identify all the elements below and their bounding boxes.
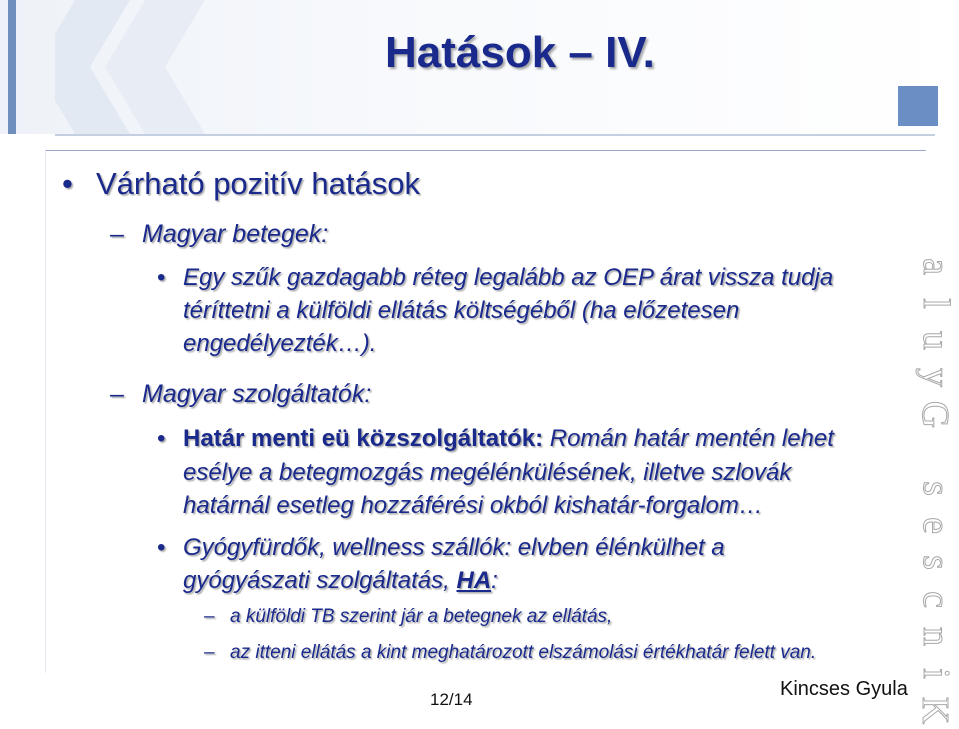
providers-bullet-1-line-1 (183, 425, 834, 453)
border-providers-label: Határ menti eü közszolgáltatók: (183, 425, 544, 452)
patients-dash: – (110, 220, 124, 248)
providers-bullet-1-line-3: határnál esetleg hozzáférési okból kishatár-forgalom… (183, 492, 763, 519)
side-watermark-letter: s (914, 555, 957, 570)
title-divider (55, 134, 935, 136)
sub-item-1-dash: – (204, 606, 215, 627)
sub-item-2-dash: – (204, 642, 215, 663)
border-providers-rest: Román határ mentén lehet (543, 425, 834, 452)
patients-bullet: • (157, 264, 166, 291)
providers-bullet-1: • (157, 425, 166, 452)
providers-dash: – (110, 380, 124, 408)
side-watermark-letter: G (914, 400, 957, 429)
side-watermark (914, 248, 957, 729)
level1-text: Várható pozitív hatások (96, 166, 420, 201)
patients-bullet-line-1: Egy szűk gazdagabb réteg legalább az OEP árat vissza tudja (183, 264, 834, 291)
spa-services-text: gyógyászati szolgáltatás, (183, 567, 457, 594)
side-watermark-letter: u (914, 331, 957, 350)
providers-bullet-2: • (157, 534, 166, 561)
side-watermark-letter (917, 447, 954, 457)
providers-bullet-2-line-2 (183, 567, 498, 595)
side-watermark-letter: n (914, 627, 957, 646)
patients-bullet-line-3: engedélyezték…). (183, 330, 377, 357)
side-watermark-letter: e (914, 517, 957, 534)
side-watermark-letter: a (914, 258, 957, 275)
patients-heading: Magyar betegek: (142, 220, 329, 248)
providers-heading: Magyar szolgáltatók: (142, 380, 372, 408)
page-number: 12/14 (430, 690, 473, 709)
side-watermark-letter: y (914, 368, 957, 387)
side-watermark-letter: l (914, 298, 957, 309)
header-left-bar (8, 0, 16, 134)
side-watermark-letter: s (914, 481, 957, 496)
slide-title: Hatások – IV. (385, 28, 655, 77)
author-name: Kincses Gyula (780, 678, 908, 700)
level1-bullet-point: • (62, 166, 73, 201)
providers-bullet-2-line-1: Gyógyfürdők, wellness szállók: elvben élénkülhet a (183, 534, 725, 561)
ha-colon: : (491, 567, 498, 594)
header-chevron-graphic (55, 0, 255, 134)
ha-condition: HA (456, 567, 492, 594)
providers-bullet-1-line-2: esélye a betegmozgás megélénkülésének, illetve szlovák (183, 459, 792, 486)
side-watermark-letter: K (914, 696, 957, 725)
side-watermark-letter: i (914, 668, 957, 679)
side-watermark-letter: c (914, 591, 957, 608)
patients-bullet-line-2: téríttetni a külföldi ellátás költségéből (ha előzetesen (183, 297, 740, 324)
sub-item-1: a külföldi TB szerint jár a betegnek az ellátás, (230, 606, 613, 627)
header-accent-square (898, 86, 938, 126)
sub-item-2: az itteni ellátás a kint meghatározott elszámolási értékhatár felett van. (230, 642, 817, 663)
